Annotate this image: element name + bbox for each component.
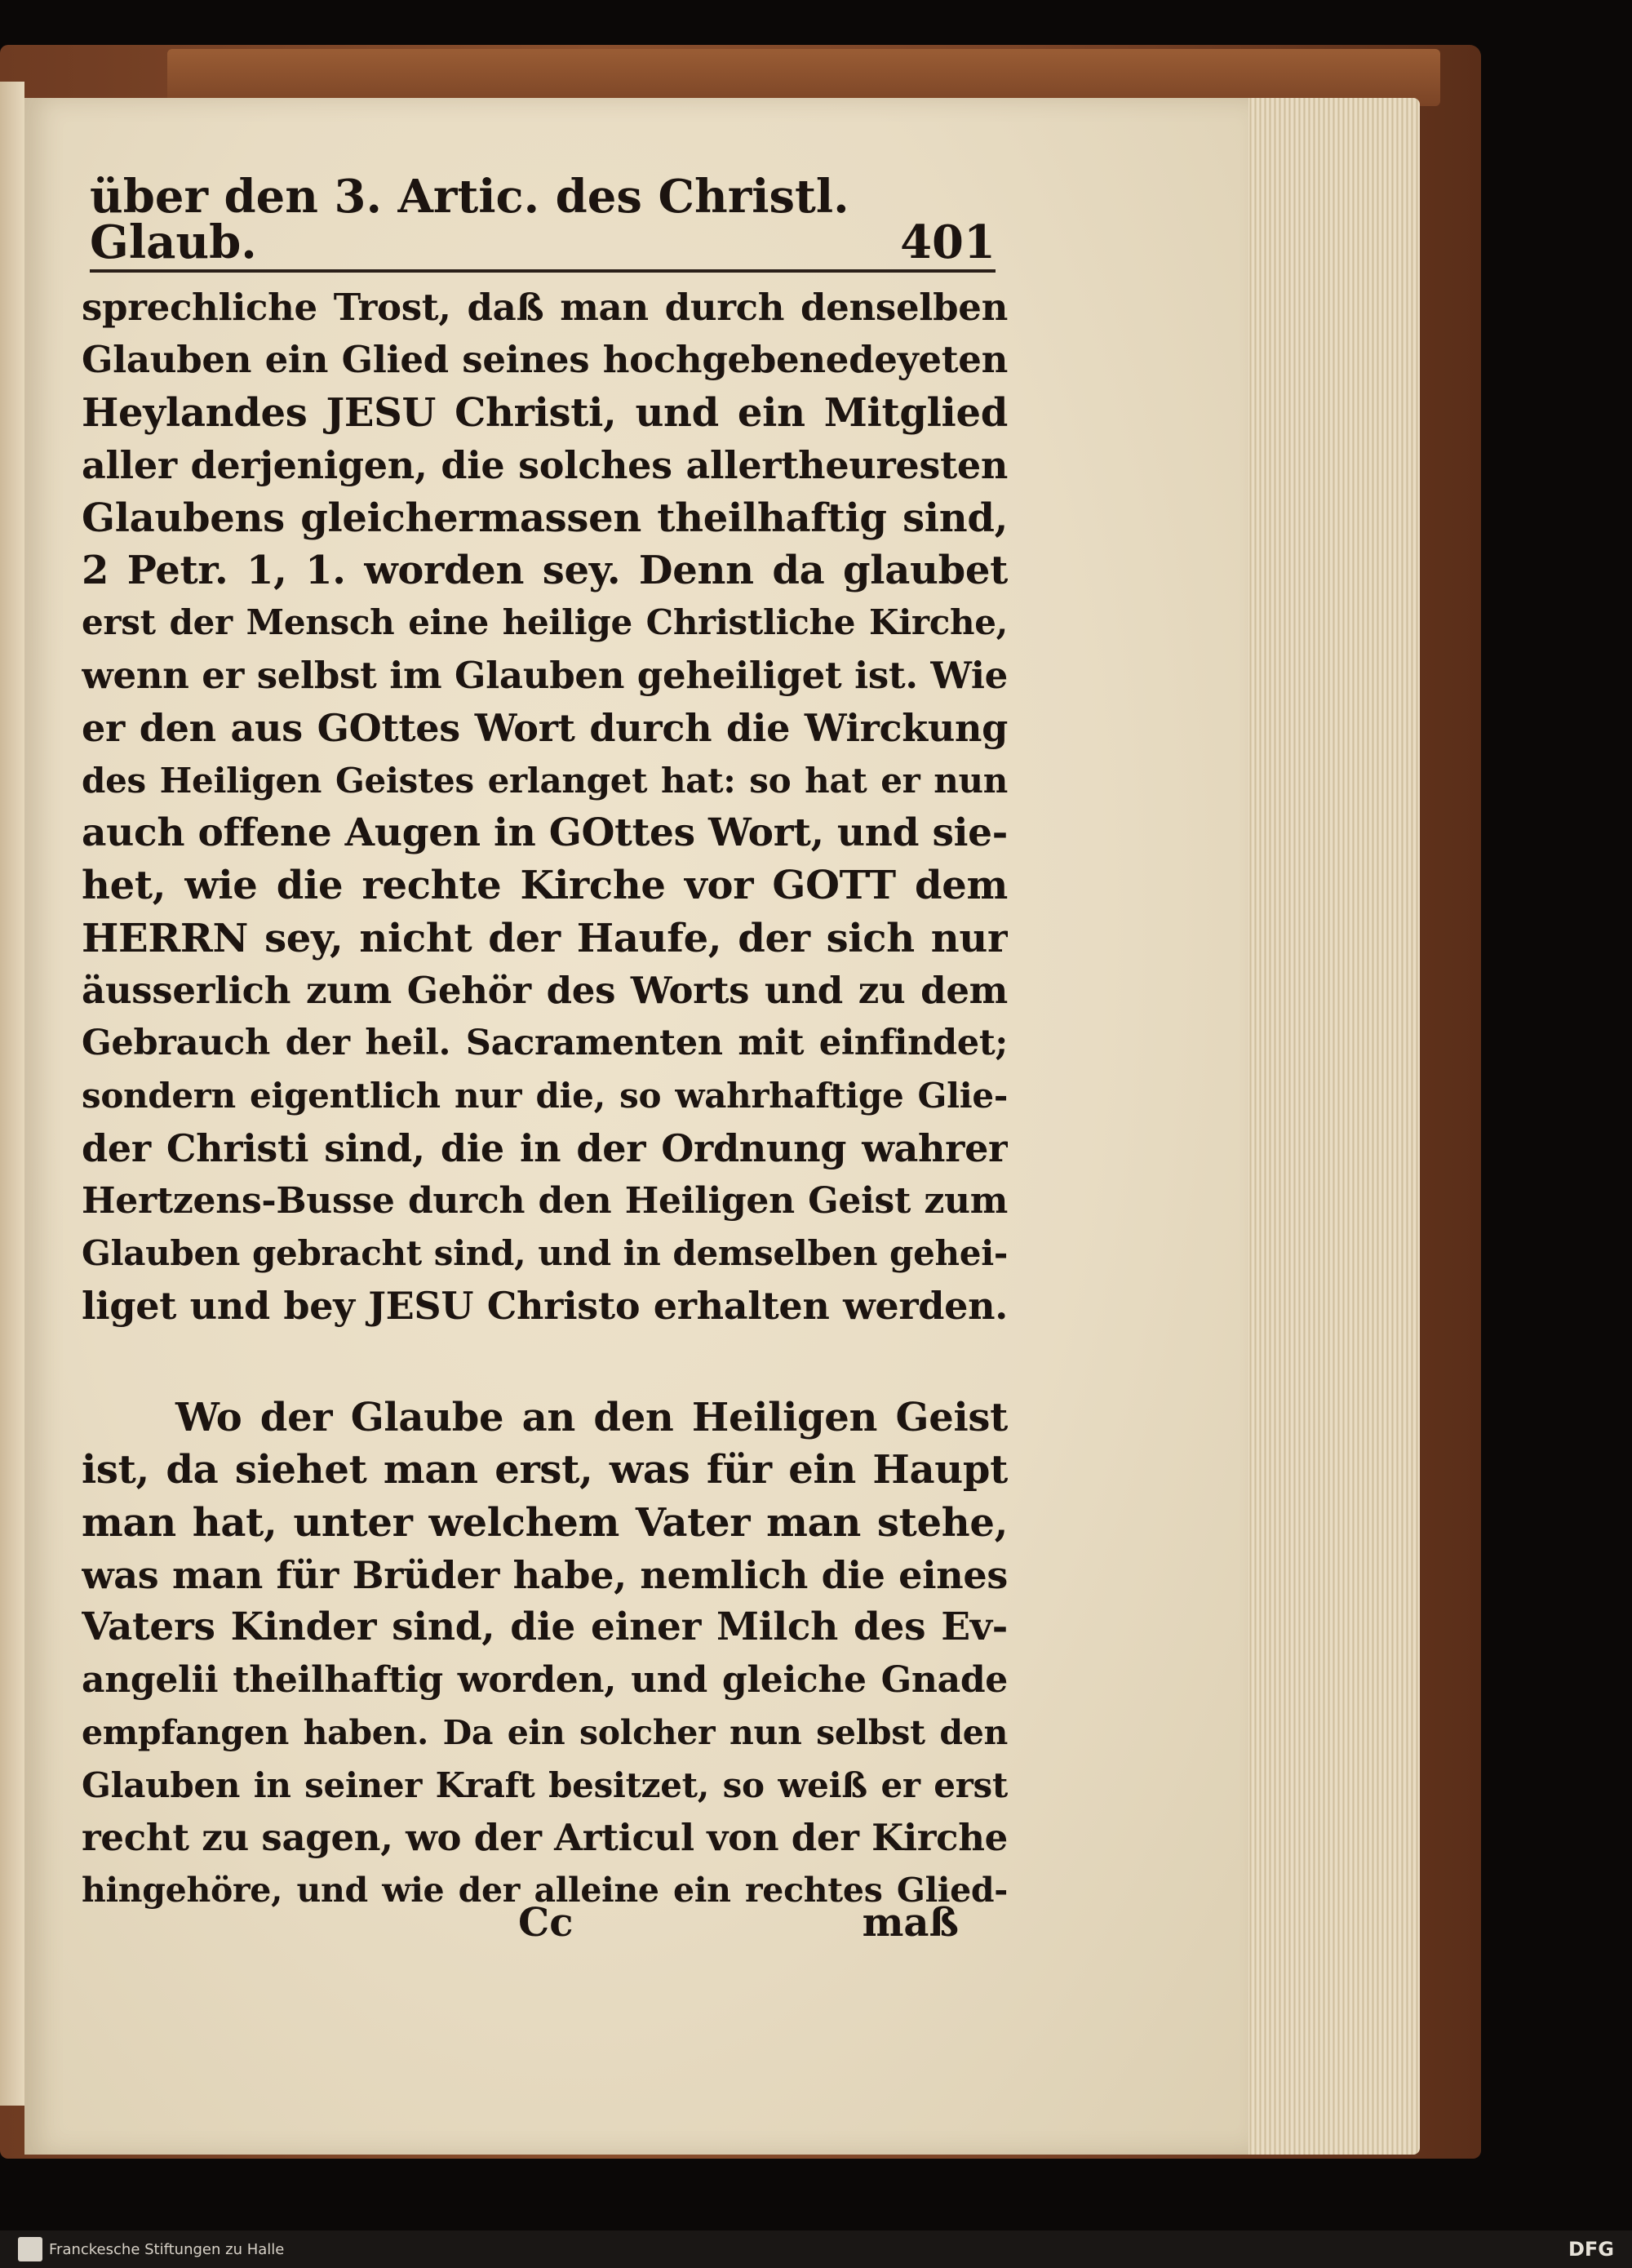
page-block-edges (1232, 98, 1420, 2155)
text-line: Vaters Kinder sind, die einer Milch des Ev- (82, 1604, 1008, 1650)
text-line: Glauben gebracht sind, und in demselben gehei- (82, 1233, 1008, 1274)
signature-mark: Cc (518, 1900, 574, 1946)
text-line: der Christi sind, die in der Ordnung wahrer (82, 1126, 1008, 1171)
institution-logo-icon (18, 2237, 42, 2261)
dfg-logo: DFG (1568, 2238, 1614, 2261)
text-line: man hat, unter welchem Vater man stehe, (82, 1499, 1008, 1546)
text-line: Wo der Glaube an den Heiligen Geist (175, 1394, 1008, 1440)
text-line: het, wie die rechte Kirche vor GOTT dem (82, 863, 1008, 909)
running-title: über den 3. Artic. des Christl. Glaub. (90, 170, 849, 269)
text-line: wenn er selbst im Glauben geheiliget ist. Wie (82, 653, 1008, 697)
paragraph-1 (82, 282, 1008, 1333)
text-line: was man für Brüder habe, nemlich die eines (82, 1552, 1008, 1597)
text-line: hingehöre, und wie der alleine ein rechtes Glied- (82, 1871, 1008, 1911)
text-line: erst der Mensch eine heilige Christliche Kirche, (82, 602, 1008, 643)
text-line: Glauben ein Glied seines hochgebenedeyeten (82, 338, 1008, 382)
text-line: er den aus GOttes Wort durch die Wirckung (82, 706, 1008, 751)
text-line: sprechliche Trost, daß man durch denselben (82, 286, 1008, 329)
page-number: 401 (900, 215, 996, 269)
text-line: Heylandes JESU Christi, und ein Mitglied (82, 389, 1008, 436)
text-line: Glaubens gleichermassen theilhaftig sind, (82, 495, 1008, 541)
facing-page-edge (0, 82, 24, 2106)
text-line: Glauben in seiner Kraft besitzet, so weiß er erst (82, 1764, 1008, 1805)
text-line: des Heiligen Geistes erlanget hat: so hat er nun (82, 760, 1008, 801)
text-line: liget und bey JESU Christo erhalten werden. (82, 1284, 1008, 1329)
page-body (82, 282, 1008, 1917)
text-line: empfangen haben. Da ein solcher nun selbst den (82, 1713, 1008, 1753)
text-line: aller derjenigen, die solches allertheuresten (82, 443, 1008, 488)
text-line: auch offene Augen in GOttes Wort, und sie- (82, 810, 1008, 855)
institution-name: Franckesche Stiftungen zu Halle (49, 2241, 285, 2258)
running-header (90, 170, 996, 269)
viewer-footer-bar (0, 2230, 1632, 2268)
catchword: maß (862, 1900, 959, 1946)
paragraph-2 (82, 1391, 1008, 1917)
text-line: äusserlich zum Gehör des Worts und zu dem (82, 969, 1008, 1013)
text-line: recht zu sagen, wo der Articul von der Kirche (82, 1815, 1008, 1859)
text-line: Hertzens-Busse durch den Heiligen Geist zum (82, 1179, 1008, 1222)
header-rule (90, 269, 996, 273)
text-line: angelii theilhaftig worden, und gleiche Gnade (82, 1658, 1008, 1701)
text-line: HERRN sey, nicht der Haufe, der sich nur (82, 915, 1008, 961)
page-foot (82, 1900, 1008, 1957)
text-line: sondern eigentlich nur die, so wahrhaftige Glie- (82, 1075, 1008, 1116)
text-line: 2 Petr. 1, 1. worden sey. Denn da glaubet (82, 547, 1008, 593)
text-line: Gebrauch der heil. Sacramenten mit einfindet; (82, 1023, 1008, 1064)
paragraph-gap (82, 1333, 1008, 1391)
text-line: ist, da siehet man erst, was für ein Haupt (82, 1447, 1008, 1494)
